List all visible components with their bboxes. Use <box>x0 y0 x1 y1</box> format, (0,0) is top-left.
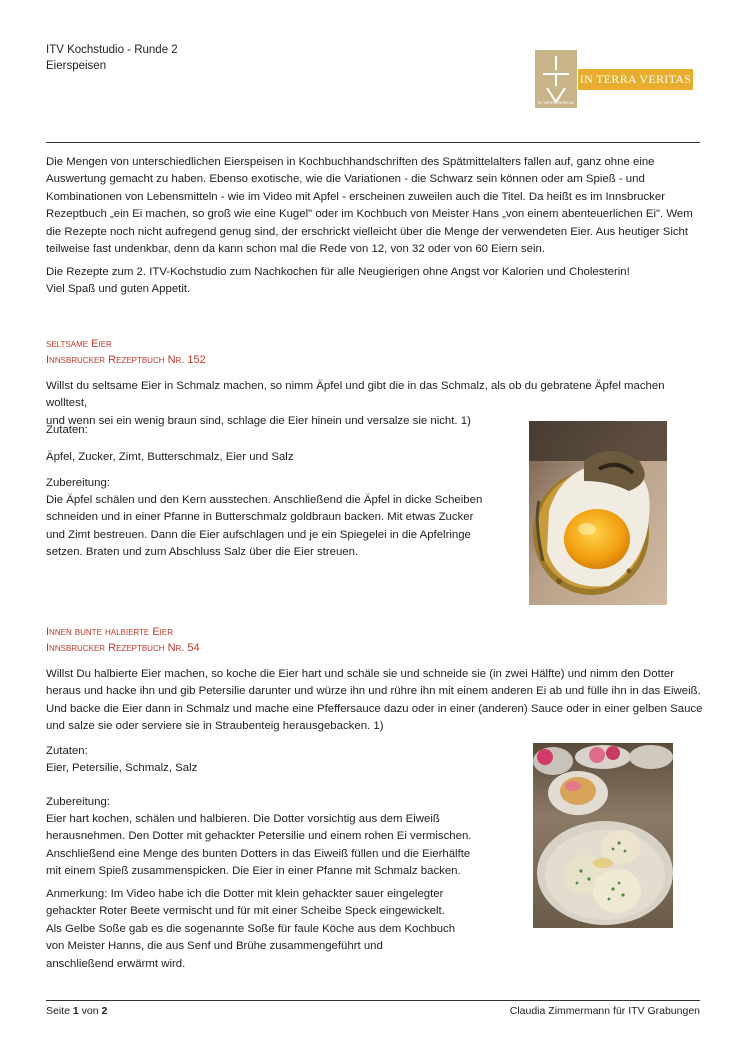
intro-line: Die Mengen von unterschiedlichen Eierspeisen in Kochbuchhandschriften des Spätmittelalters fallen auf, ganz ohne eine <box>46 156 655 168</box>
intro-line: Auswertung gemacht zu haben. Ebenso exotische, wie die Variationen - die Schwarz sein können oder am Spieß - und <box>46 173 645 186</box>
intro-line: Die Rezepte zum 2. ITV-Kochstudio zum Nachkochen für alle Neugierigen ohne Angst vor Kalorien und Cholesterin! <box>46 266 630 278</box>
recipe2-note-line: Als Gelbe Soße gab es die sogenannte Soße für faule Köche aus dem Kochbuch <box>46 922 456 935</box>
recipe2-note-line: gehackter Roter Beete vermischt und für mit einer Scheibe Speck eingewickelt. <box>46 905 445 918</box>
recipe2-text-line: heraus und hacke ihn und gib Petersilie darunter und würze ihn und rühre ihn mit einem anderen Ei ab und fülle ihn in das Eiweiß. <box>46 685 701 698</box>
header-rule <box>46 142 700 143</box>
recipe2-prep <box>46 811 526 881</box>
document-subtitle: Eierspeisen <box>46 60 107 72</box>
page-prefix: Seite <box>46 1005 73 1017</box>
intro-paragraph-2 <box>46 264 706 299</box>
recipe1-title: seltsame Eier <box>46 338 112 350</box>
footer-rule <box>46 1000 700 1001</box>
recipe1-ingredients: Äpfel, Zucker, Zimt, Butterschmalz, Eier und Salz <box>46 451 294 463</box>
intro-paragraph <box>46 154 706 258</box>
recipe1-prep <box>46 492 516 562</box>
recipe1-prep-line: und Zimt bestreuen. Dann die Eier aufschlagen und je ein Spiegelei in die Apfelringe <box>46 528 471 541</box>
intro-line: Kombinationen von Lebensmitteln - wie im Video mit Apfel - erscheinen zuweilen auch die Titel. Da heißt es im Innsbrucker <box>46 190 665 203</box>
intro-line: Rezeptbuch „ein Ei machen, so groß wie eine Kugel" oder im Kochbuch von Meister Hans „von einem abenteuerlichen Ei". Wem <box>46 208 693 221</box>
document-title: ITV Kochstudio - Runde 2 <box>46 44 178 56</box>
recipe1-ingredients-label: Zutaten: <box>46 424 88 436</box>
recipe1-text-line: Willst du seltsame Eier in Schmalz machen, so nimm Äpfel und gibt die in das Schmalz, als ob du gebratene Äpfel machen wolltest, <box>46 380 665 410</box>
recipe1-prep-line: schneiden und in einer Pfanne in Butterschmalz goldbraun backen. Mit etwas Zucker <box>46 511 474 524</box>
recipe2-note-line: Anmerkung: Im Video habe ich die Dotter mit klein gehackter sauer eingelegter <box>46 888 444 900</box>
recipe2-ingredients: Eier, Petersilie, Schmalz, Salz <box>46 762 198 774</box>
recipe2-prep-label: Zubereitung: <box>46 796 110 808</box>
recipe2-prep-line: mit einem Spieß zusammenspicken. Die Eier in einer Pfanne mit Schmalz backen. <box>46 865 461 878</box>
page-mid: von <box>78 1005 102 1017</box>
recipe2-text-line: und salze sie oder serviere sie in Straubenteig herausgebacken. 1) <box>46 720 384 733</box>
logo-band-text: IN TERRA VERITAS <box>578 69 693 90</box>
recipe2-text-line: Willst Du halbierte Eier machen, so koche die Eier hart und schäle sie und schneide sie (in zwei Hälfte) und nimm den Dotter <box>46 668 675 680</box>
recipe1-prep-line: Die Äpfel schälen und den Kern ausstechen. Anschließend die Äpfel in dicke Scheiben <box>46 494 483 506</box>
recipe2-text <box>46 666 706 736</box>
intro-line: teilweise fast undenkbar, denn da kann schon mal die Rede von 12, von 32 oder von 60 Eiern sein. <box>46 243 545 256</box>
page-total: 2 <box>101 1005 108 1017</box>
recipe2-source: Innsbrucker Rezeptbuch Nr. 54 <box>46 642 200 654</box>
intro-line: die Rezepte noch nicht aufregend genug sind, der erschrickt vielleicht über die Menge der verwendeten Eier. Aus heutiger Sicht <box>46 225 689 238</box>
recipe1-prep-line: setzen. Braten und zum Abschluss Salz über die Eier streuen. <box>46 546 359 559</box>
recipe2-note-line: anschließend erwärmt wird. <box>46 957 186 970</box>
logo-small-text: IN TERRA VERITAS <box>537 100 575 105</box>
recipe2-note-line: von Meister Hanns, die aus Senf und Brühe zusammengeführt und <box>46 940 383 953</box>
recipe2-prep-line: herausnehmen. Den Dotter mit gehackter Petersilie und einem rohen Ei vermischen. <box>46 830 472 843</box>
fried-egg-apple-photo <box>529 421 667 605</box>
page-number <box>46 1004 107 1018</box>
footer-author: Claudia Zimmermann für ITV Grabungen <box>509 1005 700 1017</box>
recipe1-text-line: und wenn sei ein wenig braun sind, schlage die Eier hinein und versalze sie nicht. 1) <box>46 414 471 427</box>
recipe1-source: Innsbrucker Rezeptbuch Nr. 152 <box>46 354 206 366</box>
intro-line: Viel Spaß und guten Appetit. <box>46 283 191 296</box>
recipe2-prep-line: Eier hart kochen, schälen und halbieren. Die Dotter vorsichtig aus dem Eiweiß <box>46 813 440 825</box>
recipe1-prep-label: Zubereitung: <box>46 477 110 489</box>
itv-logo <box>535 50 577 108</box>
recipe2-note <box>46 886 526 973</box>
recipe2-title: Innen bunte halbierte Eier <box>46 626 173 638</box>
recipe2-ingredients-label: Zutaten: <box>46 745 88 757</box>
recipe2-prep-line: Anschließend eine Menge des bunten Dotters in das Eiweiß füllen und die Eierhälfte <box>46 847 471 860</box>
recipe2-text-line: Und backe die Eier dann in Schmalz und mache eine Pfeffersauce dazu oder in einer (anderen) Sauce oder in einer gelben Sauce <box>46 702 703 715</box>
page-current: 1 <box>72 1005 79 1017</box>
stuffed-eggs-photo <box>533 743 673 928</box>
